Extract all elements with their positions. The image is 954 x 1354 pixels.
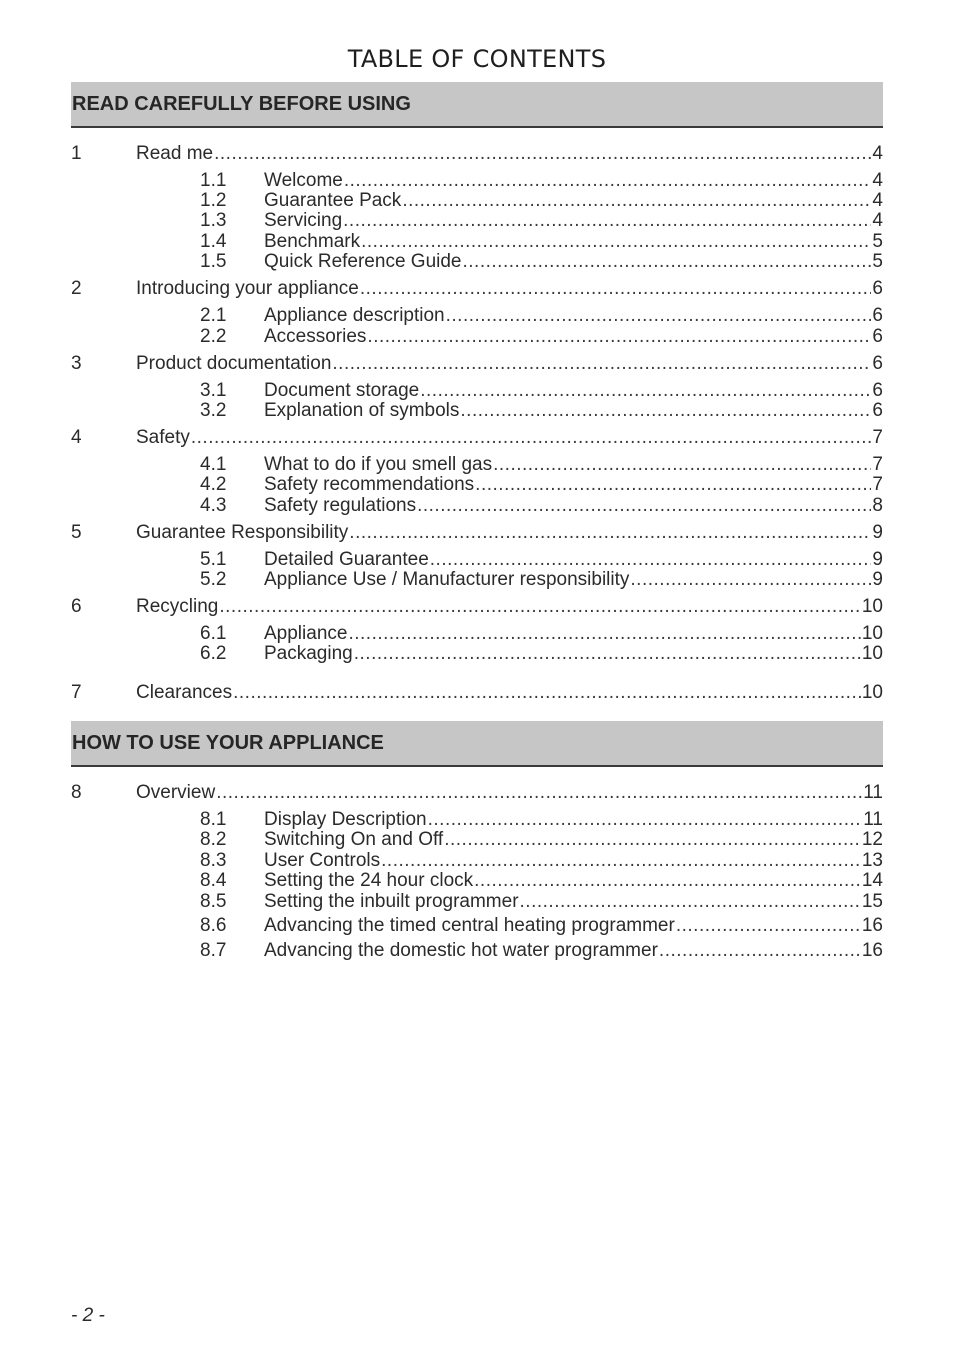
subsection-number: 5.2 (200, 569, 227, 590)
toc-subsection-4-2[interactable] (71, 474, 883, 496)
chapter-number: 6 (71, 596, 82, 617)
subsection-number: 4.2 (200, 474, 227, 495)
page-number: 12 (861, 829, 883, 850)
dot-leader (520, 891, 861, 913)
subsection-number: 1.4 (200, 231, 227, 252)
subsection-title: Packaging (264, 643, 353, 664)
toc-subsection-1-3[interactable] (71, 210, 883, 232)
subsection-title: Detailed Guarantee (264, 549, 429, 570)
subsection-title: Quick Reference Guide (264, 251, 462, 272)
page-number: 5 (872, 231, 883, 252)
page-number: 4 (872, 190, 883, 211)
page-number: 6 (872, 326, 883, 347)
subsection-number: 8.5 (200, 891, 227, 912)
dot-leader (659, 940, 861, 962)
toc-subsection-3-2[interactable] (71, 400, 883, 422)
page-title: TABLE OF CONTENTS (347, 45, 607, 73)
toc-subsection-2-2[interactable] (71, 326, 883, 348)
toc-chapter-7[interactable] (71, 682, 883, 704)
toc-subsection-2-1[interactable] (71, 305, 883, 327)
toc-chapter-8[interactable] (71, 782, 883, 804)
subsection-title: Display Description (264, 809, 427, 830)
subsection-title: Appliance Use / Manufacturer responsibility (264, 569, 630, 590)
chapter-number: 4 (71, 427, 82, 448)
chapter-number: 3 (71, 353, 82, 374)
dot-leader (474, 870, 861, 892)
toc-subsection-1-2[interactable] (71, 190, 883, 212)
subsection-number: 8.3 (200, 850, 227, 871)
toc-subsection-4-1[interactable] (71, 454, 883, 476)
subsection-number: 8.4 (200, 870, 227, 891)
page-number: 16 (861, 915, 883, 936)
dot-leader (360, 278, 872, 300)
toc-subsection-1-1[interactable] (71, 170, 883, 192)
dot-leader (233, 682, 861, 704)
dot-leader (332, 353, 871, 375)
dot-leader (367, 326, 871, 348)
dot-leader (343, 210, 871, 232)
subsection-number: 6.1 (200, 623, 227, 644)
toc-chapter-6[interactable] (71, 596, 883, 618)
subsection-title: Advancing the domestic hot water programmer (264, 940, 658, 961)
subsection-number: 8.6 (200, 915, 227, 936)
toc-subsection-5-1[interactable] (71, 549, 883, 571)
page-number: 16 (861, 940, 883, 961)
subsection-title: Appliance description (264, 305, 445, 326)
dot-leader (354, 643, 861, 665)
subsection-title: Welcome (264, 170, 343, 191)
subsection-number: 4.1 (200, 454, 227, 475)
subsection-title: Safety regulations (264, 495, 417, 516)
page-number: 11 (863, 809, 883, 830)
chapter-number: 5 (71, 522, 82, 543)
subsection-title: Switching On and Off (264, 829, 444, 850)
page-number: 6 (872, 400, 883, 421)
dot-leader (460, 400, 871, 422)
page-number: 6 (872, 353, 883, 374)
page-number: 9 (872, 569, 883, 590)
subsection-number: 3.2 (200, 400, 227, 421)
subsection-title: Guarantee Pack (264, 190, 402, 211)
subsection-number: 3.1 (200, 380, 227, 401)
subsection-title: Advancing the timed central heating programmer (264, 915, 675, 936)
dot-leader (428, 809, 863, 831)
toc-subsection-4-3[interactable] (71, 495, 883, 517)
subsection-number: 8.7 (200, 940, 227, 961)
page-number: 6 (872, 278, 883, 299)
dot-leader (381, 850, 861, 872)
page-number: 6 (872, 305, 883, 326)
section-heading: HOW TO USE YOUR APPLIANCE (72, 732, 384, 754)
page-number: 8 (872, 495, 883, 516)
subsection-number: 5.1 (200, 549, 227, 570)
dot-leader (361, 231, 871, 253)
page-number: 10 (861, 596, 883, 617)
subsection-title: User Controls (264, 850, 381, 871)
page-number: 6 (872, 380, 883, 401)
chapter-title: Recycling (136, 596, 219, 617)
toc-subsection-8-4[interactable] (71, 870, 883, 892)
subsection-title: Safety recommendations (264, 474, 475, 495)
page-number: 10 (861, 623, 883, 644)
section-header-read-carefully (71, 82, 883, 128)
toc-subsection-8-6[interactable] (71, 915, 883, 937)
toc-subsection-8-3[interactable] (71, 850, 883, 872)
toc-subsection-8-7[interactable] (71, 940, 883, 962)
subsection-title: Setting the 24 hour clock (264, 870, 474, 891)
toc-chapter-5[interactable] (71, 522, 883, 544)
page-number: 4 (872, 143, 883, 164)
page-number: 7 (872, 454, 883, 475)
subsection-number: 4.3 (200, 495, 227, 516)
subsection-number: 2.2 (200, 326, 227, 347)
toc-chapter-4[interactable] (71, 427, 883, 449)
chapter-number: 2 (71, 278, 82, 299)
subsection-number: 1.1 (200, 170, 227, 191)
dot-leader (344, 170, 872, 192)
subsection-number: 1.2 (200, 190, 227, 211)
toc-chapter-1[interactable] (71, 143, 883, 165)
page-number: 4 (872, 210, 883, 231)
page-number: 15 (861, 891, 883, 912)
page-number: 9 (872, 522, 883, 543)
page-number: 11 (863, 782, 883, 803)
subsection-title: Explanation of symbols (264, 400, 460, 421)
dot-leader (191, 427, 872, 449)
dot-leader (676, 915, 861, 937)
footer-page-number: - 2 - (71, 1305, 105, 1326)
subsection-number: 1.3 (200, 210, 227, 231)
subsection-number: 2.1 (200, 305, 227, 326)
dot-leader (349, 522, 871, 544)
dot-leader (463, 251, 872, 273)
subsection-number: 6.2 (200, 643, 227, 664)
subsection-title: Benchmark (264, 231, 361, 252)
chapter-title: Clearances (136, 682, 233, 703)
toc-subsection-1-5[interactable] (71, 251, 883, 273)
chapter-title: Guarantee Responsibility (136, 522, 349, 543)
dot-leader (444, 829, 861, 851)
toc-subsection-1-4[interactable] (71, 231, 883, 253)
subsection-number: 8.1 (200, 809, 227, 830)
toc-subsection-5-2[interactable] (71, 569, 883, 591)
subsection-number: 8.2 (200, 829, 227, 850)
toc-subsection-8-1[interactable] (71, 809, 883, 831)
dot-leader (420, 380, 871, 402)
toc-subsection-3-1[interactable] (71, 380, 883, 402)
chapter-number: 7 (71, 682, 82, 703)
page-number: 4 (872, 170, 883, 191)
subsection-title: What to do if you smell gas (264, 454, 493, 475)
toc-subsection-8-2[interactable] (71, 829, 883, 851)
chapter-title: Safety (136, 427, 190, 448)
page-number: 10 (861, 682, 883, 703)
subsection-title: Servicing (264, 210, 343, 231)
section-header-how-to-use (71, 721, 883, 767)
section-heading: READ CAREFULLY BEFORE USING (72, 93, 411, 115)
chapter-number: 8 (71, 782, 82, 803)
dot-leader (475, 474, 871, 496)
dot-leader (446, 305, 872, 327)
toc-chapter-2[interactable] (71, 278, 883, 300)
page-number: 7 (872, 474, 883, 495)
chapter-title: Introducing your appliance (136, 278, 359, 299)
page-number: 14 (861, 870, 883, 891)
page-number: 7 (872, 427, 883, 448)
chapter-number: 1 (71, 143, 82, 164)
dot-leader (417, 495, 871, 517)
subsection-title: Document storage (264, 380, 420, 401)
dot-leader (493, 454, 871, 476)
page-number: 10 (861, 643, 883, 664)
chapter-title: Product documentation (136, 353, 332, 374)
subsection-title: Setting the inbuilt programmer (264, 891, 519, 912)
subsection-title: Accessories (264, 326, 367, 347)
dot-leader (430, 549, 872, 571)
subsection-number: 1.5 (200, 251, 227, 272)
page-number: 9 (872, 549, 883, 570)
dot-leader (630, 569, 871, 591)
dot-leader (214, 143, 871, 165)
dot-leader (219, 596, 860, 618)
chapter-title: Overview (136, 782, 216, 803)
toc-subsection-8-5[interactable] (71, 891, 883, 913)
dot-leader (216, 782, 862, 804)
dot-leader (402, 190, 871, 212)
toc-subsection-6-2[interactable] (71, 643, 883, 665)
toc-chapter-3[interactable] (71, 353, 883, 375)
subsection-title: Appliance (264, 623, 348, 644)
page-number: 5 (872, 251, 883, 272)
dot-leader (348, 623, 860, 645)
page-number: 13 (861, 850, 883, 871)
chapter-title: Read me (136, 143, 214, 164)
toc-subsection-6-1[interactable] (71, 623, 883, 645)
